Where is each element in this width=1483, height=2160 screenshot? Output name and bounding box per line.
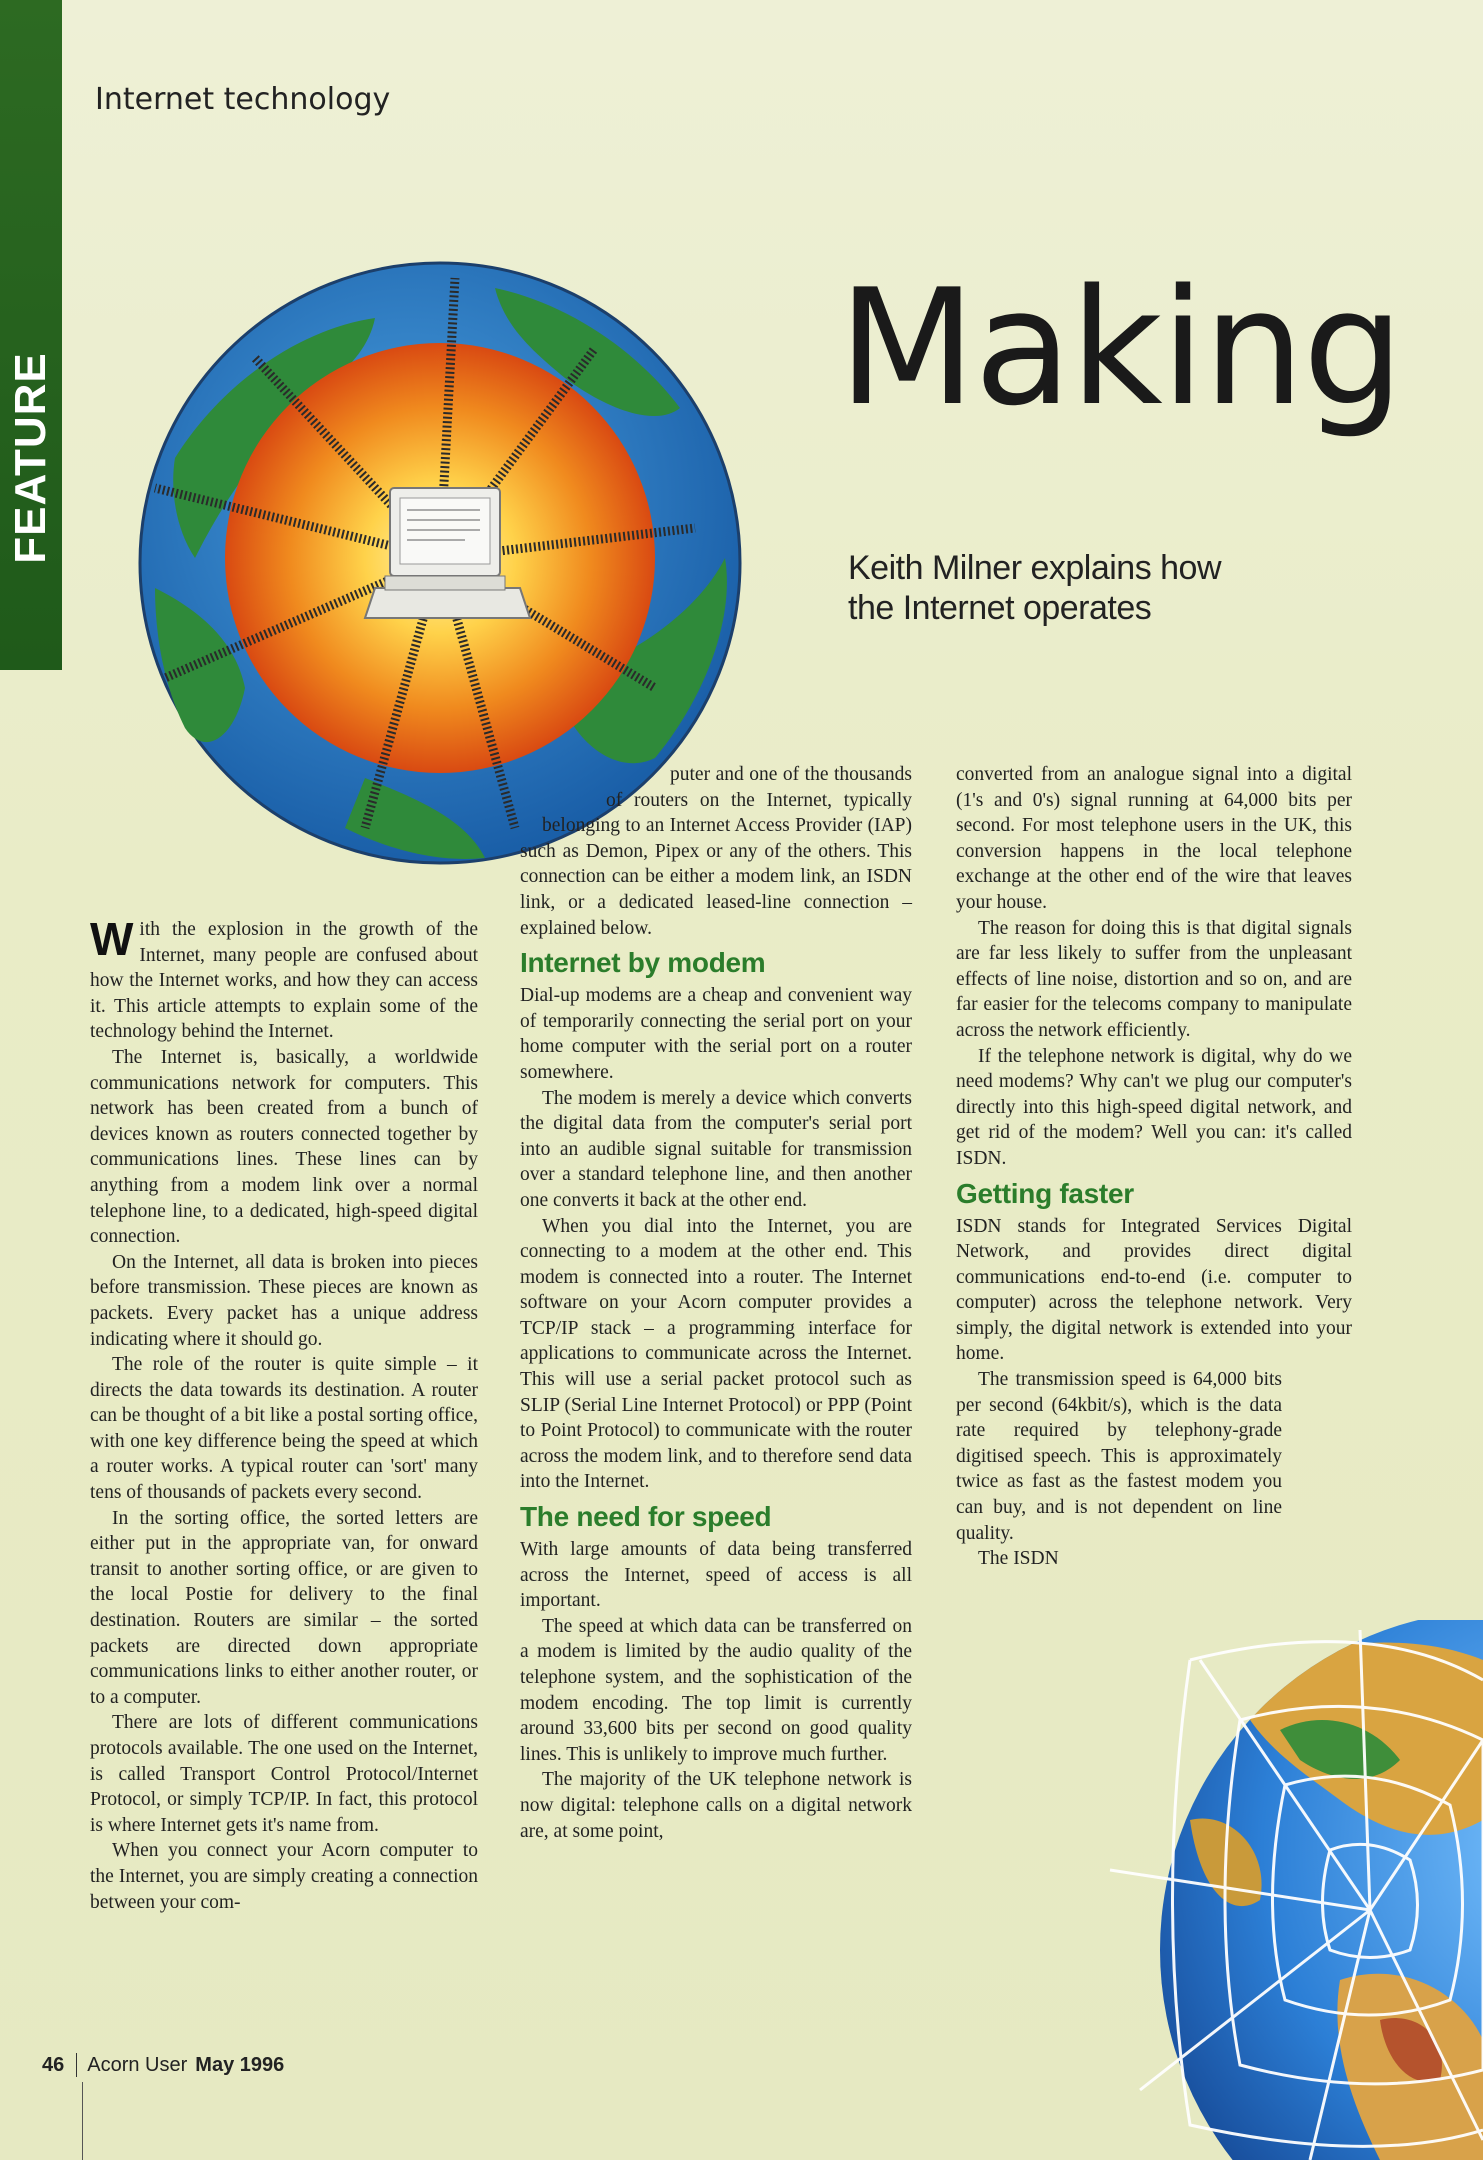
magazine-name: Acorn User [87, 2053, 188, 2076]
footer-rule [82, 2082, 83, 2160]
paragraph: With the explosion in the growth of the Internet, many people are confused about how the Internet works, and how they can access it. This article attempts to explain some of the technology behind the Internet. [90, 913, 478, 1043]
section-title: Internet technology [95, 82, 391, 117]
paragraph: The ISDN [978, 1548, 1059, 1570]
paragraph: In the sorting office, the sorted letters are either put in the appropriate van, for onward transit to another sorting office, or are given to the local Postie for delivery to the final destination. Routers are similar – the sorted packets are directed down appropriate communications links to either another router, or to a computer. [90, 1507, 478, 1708]
paragraph: On the Internet, all data is broken into pieces before transmission. These pieces are known as packets. Every packet has a unique address indicating where it should go. [90, 1251, 478, 1350]
paragraph: The role of the router is quite simple – it directs the data towards its destination. A router can be thought of a bit like a postal sorting office, with one key difference being the speed at which a router works. A typical router can 'sort' many tens of thousands of packets every second. [90, 1354, 478, 1504]
paragraph: The transmission speed is 64,000 bits per second (64kbit/s), which is the data rate required by telephony-grade digitised speech. This is approximately twice as fast as the fastest modem you can buy, and is not dependent on line quality. [956, 1369, 1282, 1544]
paragraph: The speed at which data can be transferred on a modem is limited by the audio quality of the telephone system, and the sophistication of the modem encoding. The top limit is currently around 33,600 bits per second on good quality lines. This is unlikely to improve much further. [520, 1615, 912, 1765]
heading-internet-by-modem: Internet by modem [520, 947, 766, 979]
footer-divider [76, 2053, 77, 2077]
paragraph: When you connect your Acorn computer to the Internet, you are simply creating a connection between your com- [90, 1840, 478, 1913]
page-footer [42, 2053, 284, 2077]
paragraph: Dial-up modems are a cheap and convenient way of temporarily connecting the serial port on your home computer with the serial port on a router somewhere. [520, 985, 912, 1083]
paragraph: The majority of the UK telephone network is now digital: telephone calls on a digital network are, at some point, [520, 1769, 912, 1842]
paragraph: puter and one of the thousands of routers on the Internet, typically belonging to an Internet Access Provider (IAP) such as Demon, Pipex or any of the others. This connection can be either a modem link, an ISDN link, or a dedicated leased-line connection – explained below. [520, 764, 912, 939]
paragraph: If the telephone network is digital, why do we need modems? Why can't we plug our computer's directly into this high-speed digital network, and get rid of the modem? Well you can: it's called ISDN. [956, 1045, 1352, 1169]
paragraph: With large amounts of data being transferred across the Internet, speed of access is all important. [520, 1539, 912, 1612]
paragraph: When you dial into the Internet, you are connecting to a modem at the other end. This modem is connected into a router. The Internet software on your Acorn computer provides a TCP/IP stack – a programming interface for applications to communicate across the Internet. This will use a serial packet protocol such as SLIP (Serial Line Internet Protocol) or PPP (Point to Point Protocol) to communicate with the router across the modem link, and to therefore send data into the Internet. [520, 1215, 912, 1493]
paragraph: The modem is merely a device which converts the digital data from the computer's serial port into an audible signal suitable for transmission over a standard telephone line, and then another one converts it back at the other end. [520, 1087, 912, 1211]
headline: Making [838, 254, 1403, 441]
issue-date: May 1996 [195, 2053, 285, 2076]
paragraph: There are lots of different communications protocols available. The one used on the Internet, is called Transport Control Protocol/Internet Protocol, or simply TCP/IP. In fact, this protocol is where Internet gets it's name from. [90, 1712, 478, 1836]
standfirst: Keith Milner explains how the Internet operates [848, 549, 1222, 628]
paragraph: The Internet is, basically, a worldwide communications network for computers. This network has been created from a bunch of devices known as routers connected together by communications lines. These lines can by anything from a modem link over a normal telephone line, to a dedicated, high-speed digital connection. [90, 1046, 478, 1248]
article-column-1 [90, 913, 478, 1915]
article-column-3 [956, 762, 1352, 1572]
paragraph: The reason for doing this is that digital signals are far less likely to suffer from the unpleasant effects of line noise, distortion and so on, and are far easier for the telecoms company to manipulate across the network efficiently. [956, 917, 1352, 1041]
feature-label: FEATURE [6, 352, 56, 564]
paragraph: converted from an analogue signal into a digital (1's and 0's) signal running at 64,000 bits per second. For most telephone users in the UK, this conversion happens in the local telephone exchange at the other end of the wire that leaves your house. [956, 764, 1352, 913]
article-column-2 [520, 762, 912, 1844]
paragraph: ISDN stands for Integrated Services Digital Network, and provides direct digital communications end-to-end (i.e. computer to computer) across the telephone network. Very simply, the digital network is extended into your home. [956, 1215, 1352, 1365]
drop-cap: W [90, 913, 134, 965]
heading-need-for-speed: The need for speed [520, 1501, 772, 1533]
page-number: 46 [42, 2053, 65, 2076]
heading-getting-faster: Getting faster [956, 1177, 1134, 1209]
web-globe-illustration [1080, 1620, 1483, 2160]
